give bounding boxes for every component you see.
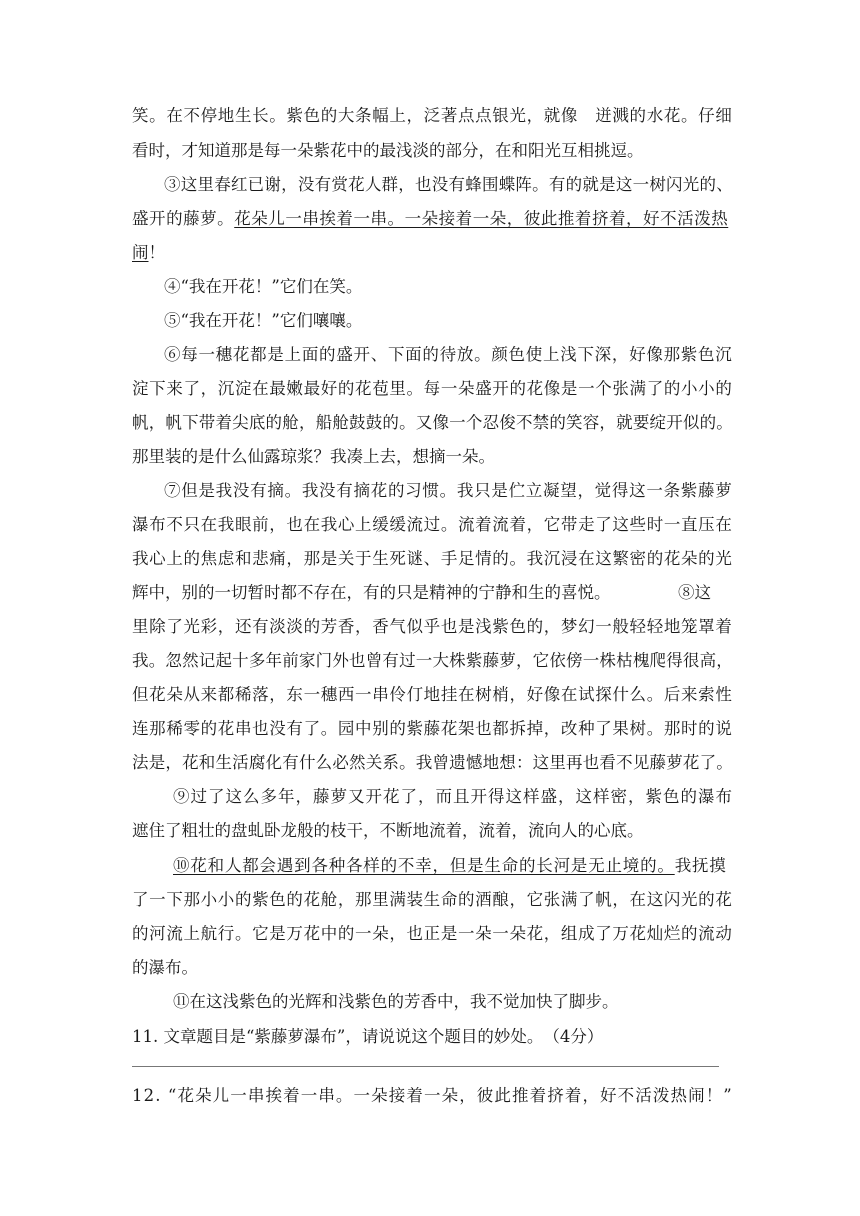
plain-text: 我抚摸 <box>674 856 727 875</box>
plain-text: ！ <box>148 243 165 262</box>
paragraph-5: ⑤“我在开花！”它们嚷嚷。 <box>164 311 363 330</box>
answer-line <box>132 1066 719 1067</box>
paragraph-6-line: 帆，帆下带着尖底的舱，船舱鼓鼓的。又像一个忍俊不禁的笑容，就要绽开似的。 <box>132 413 733 432</box>
paragraph-10-line <box>173 855 727 877</box>
underlined-quote: 花朵儿一串挨着一串。一朵接着一朵，彼此推着挤着，好不活泼热 <box>234 209 729 228</box>
paragraph-7-line: ⑦但是我没有摘。我没有摘花的习惯。我只是伫立凝望，觉得这一条紫藤萝 <box>164 481 733 500</box>
paragraph-8-line: 法是，花和生活腐化有什么必然关系。我曾遗憾地想：这里再也看不见藤萝花了。 <box>132 753 733 772</box>
paragraph-3-line <box>132 242 165 264</box>
question-11: 11. 文章题目是“紫藤萝瀑布”，请说说这个题目的妙处。 （4分） <box>132 1027 604 1046</box>
paragraph-10-line: 了一下那小小的紫色的花舱，那里满装生命的酒酿，它张满了帆，在这闪光的花 <box>132 890 733 909</box>
paragraph-7-line: 瀑布不只在我眼前，也在我心上缓缓流过。流着流着，它带走了这些时一直压在 <box>132 515 733 534</box>
underlined-quote: ⑩花和人都会遇到各种各样的不幸，但是生命的长河是无止境的。 <box>173 856 675 875</box>
underlined-quote: 闹 <box>132 243 149 262</box>
paragraph-8-line: 但花朵从来都稀落，东一穗西一串伶仃地挂在树梢，好像在试探什么。后来索性 <box>132 685 733 704</box>
paragraph-3-line <box>132 208 728 230</box>
paragraph-line: 看时，才知道那是每一朵紫花中的最浅淡的部分，在和阳光互相挑逗。 <box>132 141 644 160</box>
paragraph-3-line: ③这里春红已谢，没有赏花人群，也没有蜂围蝶阵。有的就是这一树闪光的、 <box>164 175 733 194</box>
paragraph-10-line: 的河流上航行。它是万花中的一朵，也正是一朵一朵花，组成了万花灿烂的流动 <box>132 924 733 943</box>
paragraph-9-line: ⑨过了这么多年，藤萝又开花了，而且开得这样盛，这样密，紫色的瀑布 <box>173 787 733 806</box>
plain-text: 盛开的藤萝。 <box>132 209 235 228</box>
paragraph-6-line: 淀下来了，沉淀在最嫩最好的花苞里。每一朵盛开的花像是一个张满了的小小的 <box>132 379 733 398</box>
paragraph-4: ④“我在开花！”它们在笑。 <box>164 277 363 296</box>
paragraph-9-line: 遮住了粗壮的盘虬卧龙般的枝干，不断地流着，流着，流向人的心底。 <box>132 821 644 840</box>
paragraph-8-start: ⑧这 <box>678 583 711 602</box>
paragraph-line: 笑。在不停地生长。紫色的大条幅上，泛著点点银光，就像 迸溅的水花。仔细 <box>132 106 733 125</box>
paragraph-6-line: 那里装的是什么仙露琼浆？我凑上去，想摘一朵。 <box>132 447 495 466</box>
paragraph-7-line: 我心上的焦虑和悲痛，那是关于生死谜、手足情的。我沉浸在这繁密的花朵的光 <box>132 549 733 568</box>
paragraph-8-line: 里除了光彩，还有淡淡的芳香，香气似乎也是浅紫色的，梦幻一般轻轻地笼罩着 <box>132 617 733 636</box>
paragraph-8-line: 连那稀零的花串也没有了。园中别的紫藤花架也都拆掉，改种了果树。那时的说 <box>132 719 733 738</box>
paragraph-7-line: 辉中，别的一切暂时都不存在，有的只是精神的宁静和生的喜悦。 <box>132 583 611 602</box>
paragraph-10-line: 的瀑布。 <box>132 958 198 977</box>
paragraph-6-line: ⑥每一穗花都是上面的盛开、下面的待放。颜色使上浅下深，好像那紫色沉 <box>164 345 733 364</box>
question-12: 12. “花朵儿一串挨着一串。一朵接着一朵，彼此推着挤着，好不活泼热闹！” <box>132 1086 733 1105</box>
paragraph-11: ⑪在这浅紫色的光辉和浅紫色的芳香中，我不觉加快了脚步。 <box>173 992 619 1011</box>
paragraph-8-line: 我。忽然记起十多年前家门外也曾有过一大株紫藤萝，它依傍一株枯槐爬得很高， <box>132 651 733 670</box>
